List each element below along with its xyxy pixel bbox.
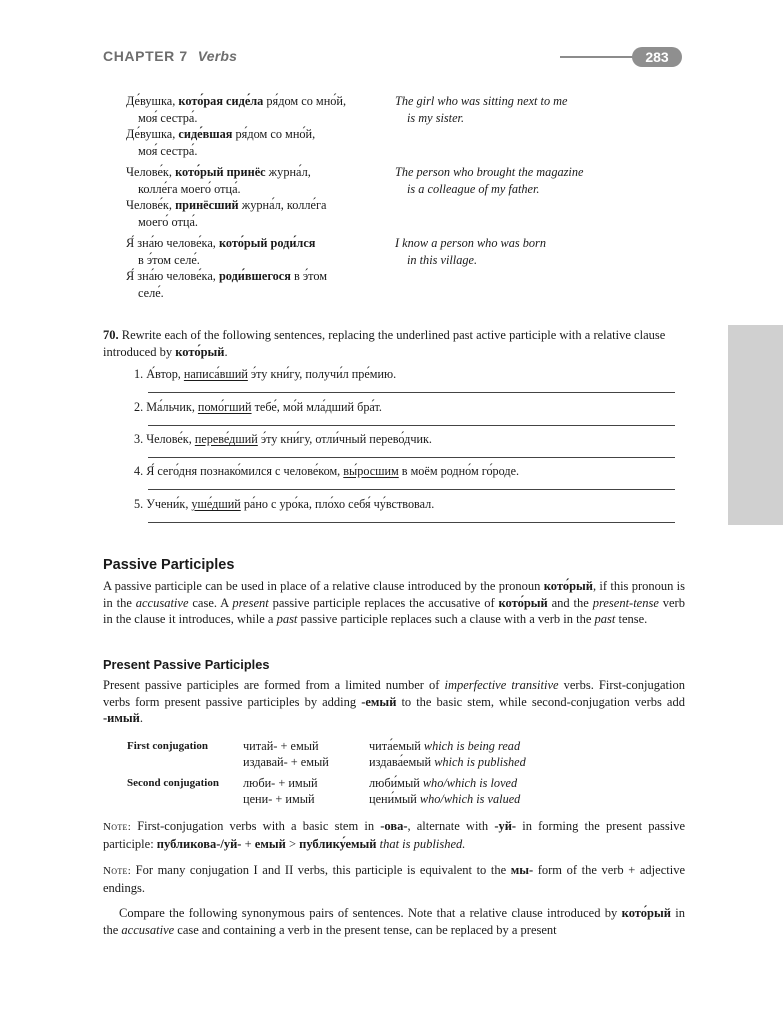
- item-text-before: Учени́к,: [146, 497, 192, 511]
- participle-gloss: which is being read: [423, 739, 521, 753]
- note-run: мы-: [510, 863, 534, 877]
- section-heading-passive: Passive Participles: [103, 557, 235, 573]
- passive-run: accusative: [135, 595, 189, 610]
- passive-run: present-tense: [592, 595, 659, 610]
- participle-form: [369, 755, 526, 770]
- compare-run: accusative: [121, 922, 175, 937]
- exercise-number: 70.: [103, 328, 119, 342]
- participle-word: чита́емый: [369, 739, 424, 753]
- item-text-before: Ма́льчик,: [146, 400, 198, 414]
- item-number: 2.: [134, 400, 147, 414]
- underlined-participle: уше́дший: [191, 497, 241, 511]
- russian-run: журна́л, колле́га: [238, 198, 327, 212]
- item-number: 5.: [134, 497, 147, 511]
- answer-line: [148, 425, 675, 426]
- russian-run: в э́том: [290, 269, 328, 283]
- russian-run: Де́вушка,: [126, 127, 179, 141]
- present-run: .: [139, 711, 143, 725]
- example-pair-3-en: [395, 235, 546, 268]
- underlined-participle: помо́гший: [197, 400, 252, 414]
- example-pair-3-ru: [126, 235, 327, 301]
- stem-formula: люби- + имый: [243, 776, 318, 790]
- english-translation-line: I know a person who was born: [395, 236, 546, 250]
- present-run: -емый: [361, 694, 397, 709]
- russian-run: в э́том селе́.: [138, 252, 200, 267]
- participle-gloss: who/which is loved: [422, 776, 518, 790]
- item-text-before: Я́ сего́дня познако́мился с челове́ком,: [146, 464, 344, 478]
- conjugation-label: Second conjugation: [127, 777, 219, 789]
- passive-run: tense.: [615, 612, 648, 626]
- passive-run: A passive participle can be used in place of a relative clause introduced by the pronoun: [103, 579, 544, 593]
- russian-run: моя́ сестра́.: [138, 143, 198, 158]
- note-run: >: [285, 836, 300, 851]
- stem-formula: читай- + емый: [243, 739, 319, 753]
- exercise-item: [134, 432, 432, 447]
- answer-line: [148, 489, 675, 490]
- english-translation-line: in this village.: [407, 252, 478, 267]
- english-translation-line: The girl who was sitting next to me: [395, 94, 568, 108]
- note-run: form of the verb + adjective endings.: [103, 863, 685, 895]
- russian-sentence-line: [126, 181, 327, 198]
- underlined-participle: переве́дший: [194, 432, 258, 446]
- russian-sentence-line: [126, 110, 346, 127]
- participle-word: цени́мый: [369, 792, 420, 806]
- note-1: [103, 818, 685, 852]
- chapter-title: Verbs: [197, 48, 238, 64]
- russian-run: ря́дом со мно́й,: [263, 94, 347, 108]
- present-run: verbs. First-conjugation verbs form present passive participles by adding: [103, 678, 685, 709]
- passive-run: кото́рый: [498, 595, 548, 610]
- item-text-before: Челове́к,: [146, 432, 195, 446]
- exercise-end: .: [224, 345, 228, 359]
- compare-run: in the: [103, 906, 685, 937]
- exercise-item: [134, 367, 396, 382]
- example-pair-2-ru: [126, 164, 327, 230]
- answer-line: [148, 392, 675, 393]
- russian-run: Де́вушка,: [126, 94, 179, 108]
- russian-sentence-line: [126, 252, 327, 269]
- side-tab: [728, 325, 783, 525]
- russian-run: моя́ сестра́.: [138, 110, 198, 125]
- example-pair-1-en: [395, 93, 568, 126]
- stem-formula: издавай- + емый: [243, 755, 329, 769]
- exercise-keyword: кото́рый: [175, 345, 225, 359]
- russian-run: моего́ отца́.: [138, 214, 198, 229]
- compare-run: case and containing a verb in the present tense, can be replaced by a present: [174, 922, 557, 937]
- note-label: Note:: [103, 821, 132, 833]
- example-pair-1-ru: [126, 93, 346, 159]
- exercise-instruction: [103, 327, 685, 361]
- participle-word: люби́мый: [369, 776, 423, 790]
- passive-run: кото́рый: [543, 579, 593, 593]
- present-run: imperfective transitive: [444, 678, 559, 692]
- russian-run: кото́рый роди́лся: [218, 236, 316, 250]
- example-pair-2-en: [395, 164, 583, 197]
- conjugation-label: First conjugation: [127, 740, 208, 752]
- russian-sentence-line: [126, 143, 346, 160]
- underlined-participle: написа́вший: [183, 367, 248, 381]
- participle-word: издава́емый: [369, 755, 435, 769]
- item-text-after: э́ту кни́гу, получи́л пре́мию.: [247, 367, 397, 381]
- participle-form: [369, 739, 520, 754]
- item-text-before: А́втор,: [146, 367, 184, 381]
- participle-form: [369, 776, 517, 791]
- passive-run: verb in the clause it introduces, while a: [103, 595, 685, 626]
- russian-sentence-line: [126, 214, 327, 231]
- russian-sentence-line: [126, 268, 327, 285]
- item-number: 4.: [134, 464, 147, 478]
- exercise-item: [134, 464, 519, 479]
- russian-run: ря́дом со мно́й,: [232, 127, 316, 141]
- chapter-header: [103, 48, 237, 64]
- exercise-item: [134, 400, 382, 415]
- present-run: -имый: [103, 711, 140, 725]
- exercise-text: Rewrite each of the following sentences, replacing the underlined past active participle with a relative clause introduced by: [103, 328, 666, 359]
- passive-run: passive participle replaces such a clause with a verb in the: [297, 612, 595, 626]
- compare-run: кото́рый: [621, 906, 671, 920]
- note-run: , alternate with: [407, 819, 495, 833]
- note-run: that is published.: [376, 836, 466, 851]
- russian-sentence-line: [126, 197, 327, 214]
- russian-sentence-line: [126, 235, 327, 252]
- passive-run: , if this pronoun is in the: [103, 579, 685, 610]
- participle-gloss: who/which is valued: [419, 792, 521, 806]
- passive-run: case. A: [188, 595, 233, 610]
- note-label: Note:: [103, 865, 132, 877]
- note-2: [103, 862, 685, 896]
- english-translation-line: is my sister.: [407, 110, 465, 125]
- note-run: in forming the present passive participle:: [103, 819, 685, 851]
- chapter-label: CHAPTER 7: [103, 48, 188, 64]
- russian-run: кото́рый принёс: [175, 165, 266, 179]
- note-run: For many conjugation I and II verbs, this participle is equivalent to the: [131, 863, 511, 877]
- participle-gloss: which is published: [434, 755, 526, 769]
- russian-sentence-line: [126, 164, 327, 181]
- answer-line: [148, 457, 675, 458]
- present-passive-paragraph: [103, 677, 685, 727]
- passive-paragraph: [103, 578, 685, 628]
- russian-run: Челове́к,: [126, 198, 176, 212]
- item-text-after: в моём родно́м го́роде.: [398, 464, 520, 478]
- compare-run: Compare the following synonymous pairs of sentences. Note that a relative clause introduced by: [119, 906, 622, 920]
- russian-sentence-line: [126, 126, 346, 143]
- item-text-after: э́ту кни́гу, отли́чный перево́дчик.: [257, 432, 432, 446]
- present-run: to the basic stem, while second-conjugation verbs add: [396, 694, 685, 709]
- russian-run: принёсший: [175, 198, 239, 212]
- item-number: 3.: [134, 432, 147, 446]
- russian-run: Я́ зна́ю челове́ка,: [126, 236, 219, 250]
- passive-run: and the: [547, 595, 593, 610]
- note-run: +: [241, 836, 255, 851]
- item-text-after: тебе́, мо́й мла́дший бра́т.: [251, 400, 382, 414]
- compare-paragraph: [103, 905, 685, 938]
- exercise-item: [134, 497, 434, 512]
- russian-run: селе́.: [138, 285, 164, 300]
- russian-run: журна́л,: [265, 165, 311, 179]
- present-run: Present passive participles are formed from a limited number of: [103, 678, 445, 692]
- passive-run: past: [276, 612, 298, 626]
- russian-run: кото́рая сиде́ла: [178, 94, 264, 108]
- passive-run: passive participle replaces the accusative of: [268, 595, 499, 610]
- note-run: First-conjugation verbs with a basic stem in: [131, 819, 381, 833]
- english-translation-line: is a colleague of my father.: [407, 181, 540, 196]
- participle-form: [369, 792, 520, 807]
- russian-run: роди́вшегося: [218, 269, 291, 283]
- note-run: -уй-: [494, 819, 517, 833]
- english-translation-line: The person who brought the magazine: [395, 165, 584, 179]
- russian-sentence-line: [126, 285, 327, 302]
- note-run: емый: [254, 836, 286, 851]
- russian-sentence-line: [126, 93, 346, 110]
- item-number: 1.: [134, 367, 147, 381]
- page-number-badge: 283: [632, 47, 682, 67]
- section-heading-present-passive: Present Passive Participles: [103, 657, 270, 672]
- stem-formula: цени- + имый: [243, 792, 315, 806]
- russian-run: Челове́к,: [126, 165, 176, 179]
- russian-run: сиде́вшая: [178, 127, 233, 141]
- note-run: публику́емый: [299, 836, 377, 851]
- passive-run: past: [594, 612, 616, 626]
- item-text-after: ра́но с уро́ка, пло́хо себя́ чу́вствовал.: [240, 497, 435, 511]
- note-run: -ова-: [380, 819, 408, 833]
- answer-line: [148, 522, 675, 523]
- note-run: публикова-/уй-: [156, 836, 242, 851]
- russian-run: колле́га моего́ отца́.: [138, 181, 241, 196]
- russian-run: Я́ зна́ю челове́ка,: [126, 269, 219, 283]
- underlined-participle: вы́росшим: [343, 464, 399, 478]
- passive-run: present: [232, 595, 269, 610]
